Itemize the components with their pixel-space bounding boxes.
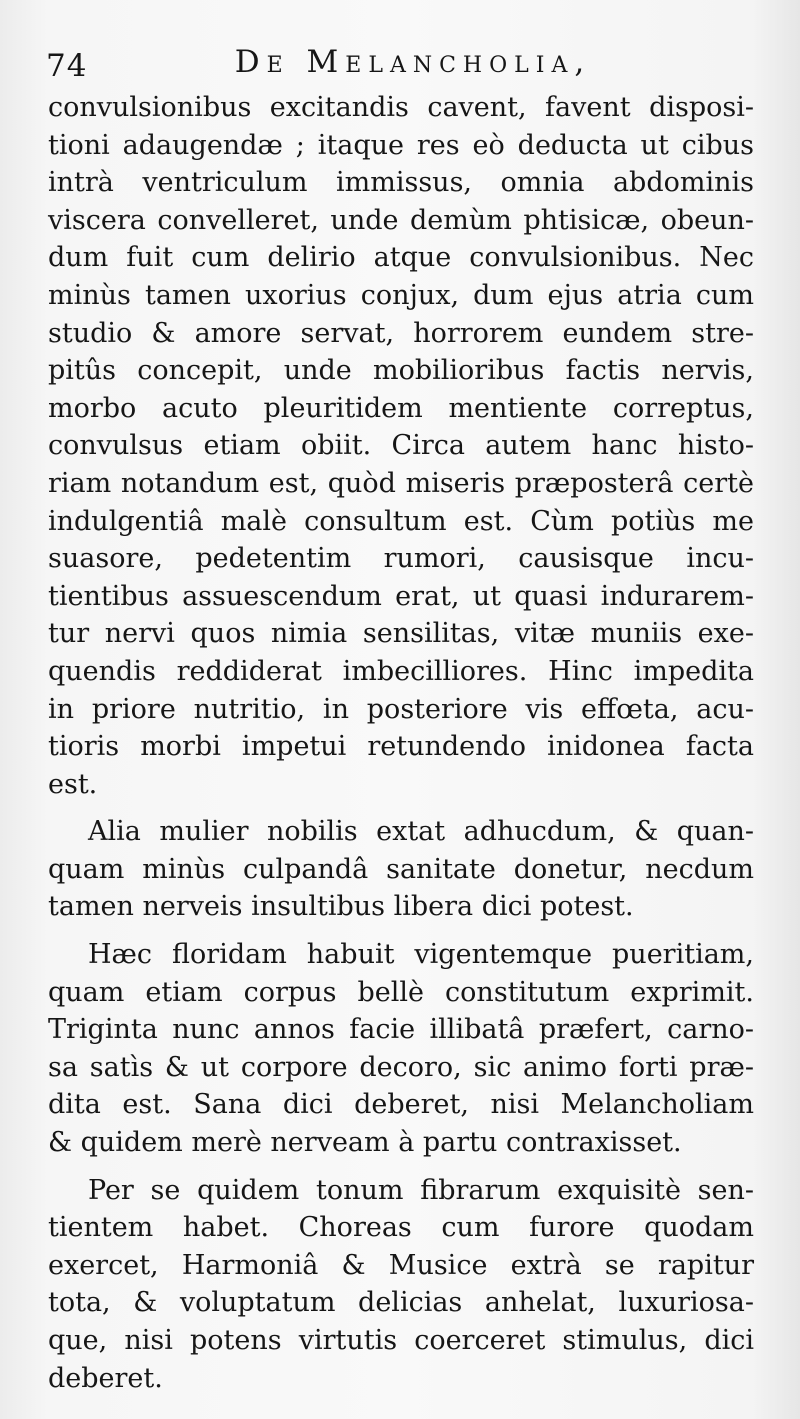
text-line: Hæc floridam habuit vigentemque pueritiam, (88, 939, 754, 971)
paragraph (48, 936, 754, 1162)
text-line: tientibus assuescendum erat, ut quasi indurarem- (48, 580, 754, 612)
text-line: tur nervi quos nimia sensilitas, vitæ muniis exe- (48, 618, 754, 650)
text-line: intrà ventriculum immissus, omnia abdominis (48, 167, 754, 199)
text-line: dita est. Sana dici deberet, nisi Melancholiam (48, 1089, 754, 1121)
page-header (46, 44, 760, 88)
running-head: De Melancholia, (234, 44, 592, 80)
text-line: pitûs concepit, unde mobilioribus factis nervis, (48, 355, 754, 387)
text-line: Alia mulier nobilis extat adhucdum, & quan- (88, 816, 754, 848)
text-line: tioni adaugendæ ; itaque res eò deducta ut cibus (48, 129, 754, 161)
text-line: tioris morbi impetui retundendo inidonea facta (48, 731, 754, 763)
text-line: indulgentiâ malè consultum est. Cùm potiùs me (48, 505, 754, 537)
text-line: est. (48, 768, 98, 800)
text-line: & quidem merè nerveam à partu contraxisset. (48, 1127, 682, 1159)
text-line: deberet. (48, 1362, 163, 1394)
text-line: Per se quidem tonum fibrarum exquisitè sen- (88, 1174, 754, 1206)
text-line: Triginta nunc annos facie illibatâ præfert, carno- (48, 1014, 754, 1046)
text-line: convulsionibus excitandis cavent, favent disposi- (48, 92, 754, 123)
text-line: suasore, pedetentim rumori, causisque incu- (48, 543, 754, 575)
text-line: studio & amore servat, horrorem eundem stre- (48, 317, 754, 349)
paragraph (48, 89, 754, 803)
paragraph (48, 813, 754, 926)
text-line: convulsus etiam obiit. Circa autem hanc histo- (48, 430, 754, 462)
text-line: morbo acuto pleuritidem mentiente correptus, (48, 392, 754, 424)
body-text (48, 89, 754, 1397)
text-line: quam minùs culpandâ sanitate donetur, necdum (48, 853, 754, 885)
text-line: viscera convelleret, unde demùm phtisicæ, obeun- (48, 204, 754, 236)
text-line: in priore nutritio, in posteriore vis effœta, acu- (48, 693, 754, 725)
paragraph-gap (48, 1162, 754, 1172)
paragraph-gap (48, 803, 754, 813)
page-number: 74 (46, 48, 88, 84)
text-line: riam notandum est, quòd miseris præposterâ certè (48, 467, 754, 499)
text-line: tota, & voluptatum delicias anhelat, luxuriosa- (48, 1287, 754, 1319)
text-line: que, nisi potens virtutis coerceret stimulus, dici (48, 1325, 754, 1356)
text-line: tamen nerveis insultibus libera dici potest. (48, 891, 634, 923)
text-line: minùs tamen uxorius conjux, dum ejus atria cum (48, 279, 754, 311)
paragraph-gap (48, 926, 754, 936)
text-line: dum fuit cum delirio atque convulsionibus. Nec (48, 242, 754, 274)
paragraph (48, 1172, 754, 1398)
text-line: quendis reddiderat imbecilliores. Hinc impedita (48, 655, 754, 687)
text-line: sa satìs & ut corpore decoro, sic animo forti præ- (48, 1051, 754, 1083)
text-line: tientem habet. Choreas cum furore quodam (48, 1212, 754, 1244)
text-line: quam etiam corpus bellè constitutum exprimit. (48, 976, 754, 1008)
text-line: exercet, Harmoniâ & Musice extrà se rapitur (48, 1249, 754, 1281)
